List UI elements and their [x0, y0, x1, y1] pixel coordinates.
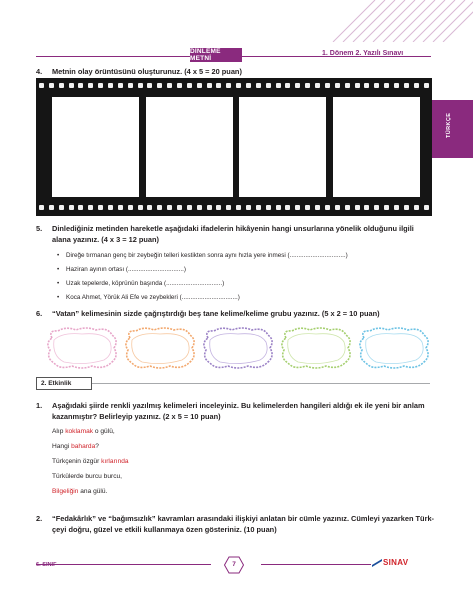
answer-frame-4[interactable]: [333, 97, 420, 197]
footer-rule-left: [36, 564, 211, 565]
q4-number: 4.: [36, 67, 43, 76]
subject-side-tab: [430, 100, 473, 158]
grade-label: 6. SINIF: [36, 562, 57, 568]
footer-rule-right: [261, 564, 371, 565]
answer-cloud-pink[interactable]: [44, 326, 120, 370]
e2-number: 2.: [36, 514, 43, 523]
film-strip: [36, 78, 432, 216]
corner-decoration: [323, 0, 473, 42]
poem-line: Bilgeliğin ana gülü.: [52, 488, 108, 495]
answer-frame-1[interactable]: [52, 97, 139, 197]
poem-line: Türkçenin özgür kırlarında: [52, 458, 129, 465]
section-label: 2. Etkinlik: [36, 377, 92, 390]
answer-cloud-green[interactable]: [278, 326, 354, 370]
answer-cloud-purple[interactable]: [200, 326, 276, 370]
exam-title: 1. Dönem 2. Yazılı Sınavı: [322, 50, 404, 57]
q5-item: • Haziran ayının ortası (................................): [66, 266, 186, 273]
q5-line2: alana yazınız. (4 x 3 = 12 puan): [52, 235, 160, 244]
logo-mark-icon: [372, 559, 382, 567]
film-holes-bottom: [39, 205, 429, 211]
subject-label: TÜRKÇE: [446, 112, 452, 138]
header-tab: DİNLEME METNİ: [190, 48, 242, 62]
q4-text: Metnin olay örüntüsünü oluşturunuz. (4 x 5 = 20 puan): [52, 67, 242, 76]
film-holes-top: [39, 83, 429, 89]
poem-line: Türkülerde burcu burcu,: [52, 473, 123, 480]
publisher-logo: [372, 558, 408, 567]
q5-line1: Dinlediğiniz metinden hareketle aşağıdaki ifadelerin hikâyenin hangi unsurlarına yönelik olduğunu ilgili: [52, 224, 414, 233]
answer-frame-2[interactable]: [146, 97, 233, 197]
e2-line2: çeyi doğru, güzel ve etkili kullanmaya özen gösteriniz. (10 puan): [52, 525, 277, 534]
q5-number: 5.: [36, 224, 43, 233]
q5-item: • Direğe tırmanan genç bir zeybeğin telleri kestikten sonra aynı hızla yere inmesi (................................): [66, 252, 348, 259]
e1-line1: Aşağıdaki şiirde renkli yazılmış kelimeleri inceleyiniz. Bu kelimelerden hangileri aldığı ek ile yeni bir anlam: [52, 401, 425, 410]
q5-item: • Koca Ahmet, Yörük Ali Efe ve zeybekleri (................................): [66, 294, 240, 301]
poem-line: Hangi baharda?: [52, 443, 99, 450]
q6-text: “Vatan” kelimesinin sizde çağrıştırdığı beş tane kelime/kelime grubu yazınız. (5 x 2 = 10 puan): [52, 309, 380, 318]
page-number: 7: [232, 561, 236, 568]
q5-item: • Uzak tepelerde, köprünün başında (................................): [66, 280, 224, 287]
e1-number: 1.: [36, 401, 43, 410]
e1-line2: kazanmıştır? Belirleyip yazınız. (2 x 5 = 10 puan): [52, 412, 221, 421]
section-rule: [92, 383, 430, 384]
q6-number: 6.: [36, 309, 43, 318]
answer-cloud-orange[interactable]: [122, 326, 198, 370]
poem-line: Alıp koklamak o gülü,: [52, 428, 115, 435]
e2-line1: “Fedakârlık” ve “bağımsızlık” kavramları arasındaki ilişkiyi anlatan bir cümle yazınız. Cümleyi yazarken Türk-: [52, 514, 435, 523]
logo-text: SINAV: [383, 558, 409, 567]
answer-cloud-blue[interactable]: [356, 326, 432, 370]
answer-frame-3[interactable]: [239, 97, 326, 197]
